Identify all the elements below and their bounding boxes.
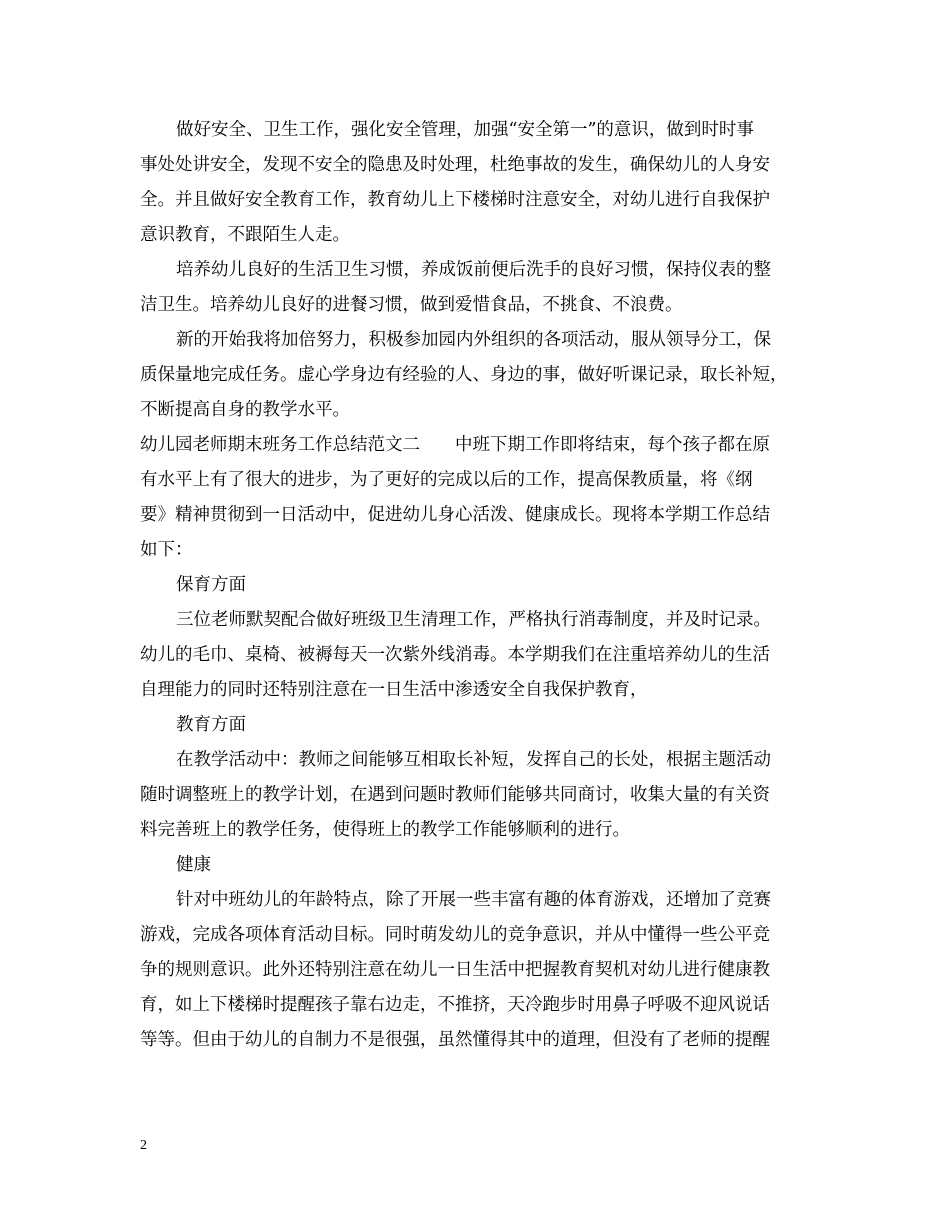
text-line: 针对中班幼儿的年龄特点，除了开展一些丰富有趣的体育游戏，还增加了竞赛 bbox=[176, 890, 771, 910]
text-line: 游戏，完成各项体育活动目标。同时萌发幼儿的竞争意识，并从中懂得一些公平竞 bbox=[140, 925, 770, 945]
text-line: 在教学活动中：教师之间能够互相取长补短，发挥自己的长处，根据主题活动 bbox=[176, 750, 771, 770]
text-line: 事处处讲安全，发现不安全的隐患及时处理，杜绝事故的发生，确保幼儿的人身安 bbox=[140, 155, 770, 175]
text-line: 质保量地完成任务。虚心学身边有经验的人、身边的事，做好听课记录，取长补短， bbox=[140, 365, 788, 385]
text-line: 全。并且做好安全教育工作，教育幼儿上下楼梯时注意安全，对幼儿进行自我保护 bbox=[140, 190, 770, 210]
text-line: 不断提高自身的教学水平。 bbox=[140, 400, 350, 420]
text-line: 自理能力的同时还特别注意在一日生活中渗透安全自我保护教育， bbox=[140, 680, 648, 700]
section-heading: 保育方面 bbox=[176, 575, 246, 595]
text-line: 洁卫生。培养幼儿良好的进餐习惯，做到爱惜食品，不挑食、不浪费。 bbox=[140, 295, 683, 315]
page-number: 2 bbox=[140, 1138, 147, 1153]
text-line: 要》精神贯彻到一日活动中，促进幼儿身心活泼、健康成长。现将本学期工作总结 bbox=[140, 505, 770, 525]
text-line: 做好安全、卫生工作，强化安全管理，加强“安全第一”的意识，做到时时事 bbox=[176, 120, 754, 140]
section-heading: 教育方面 bbox=[176, 715, 246, 735]
section-heading: 健康 bbox=[176, 855, 211, 875]
text-line: 意识教育，不跟陌生人走。 bbox=[140, 225, 350, 245]
text-line: 争的规则意识。此外还特别注意在幼儿一日生活中把握教育契机对幼儿进行健康教 bbox=[140, 960, 770, 980]
text-line: 等等。但由于幼儿的自制力不是很强，虽然懂得其中的道理，但没有了老师的提醒 bbox=[140, 1030, 770, 1050]
text-line: 料完善班上的教学任务，使得班上的教学工作能够顺利的进行。 bbox=[140, 820, 630, 840]
text-line: 新的开始我将加倍努力，积极参加园内外组织的各项活动，服从领导分工，保 bbox=[176, 330, 771, 350]
text-line: 随时调整班上的教学计划，在遇到问题时教师们能够共同商讨，收集大量的有关资 bbox=[140, 785, 770, 805]
text-line: 三位老师默契配合做好班级卫生清理工作，严格执行消毒制度，并及时记录。 bbox=[176, 610, 771, 630]
text-line: 幼儿园老师期末班务工作总结范文二 中班下期工作即将结束，每个孩子都在原 bbox=[140, 435, 770, 455]
text-line: 幼儿的毛巾、桌椅、被褥每天一次紫外线消毒。本学期我们在注重培养幼儿的生活 bbox=[140, 645, 770, 665]
text-line: 育，如上下楼梯时提醒孩子靠右边走，不推挤，天冷跑步时用鼻子呼吸不迎风说话 bbox=[140, 995, 770, 1015]
text-line: 培养幼儿良好的生活卫生习惯，养成饭前便后洗手的良好习惯，保持仪表的整 bbox=[176, 260, 771, 280]
text-line: 有水平上有了很大的进步，为了更好的完成以后的工作，提高保教质量，将《纲 bbox=[140, 470, 753, 490]
text-line: 如下： bbox=[140, 540, 193, 560]
